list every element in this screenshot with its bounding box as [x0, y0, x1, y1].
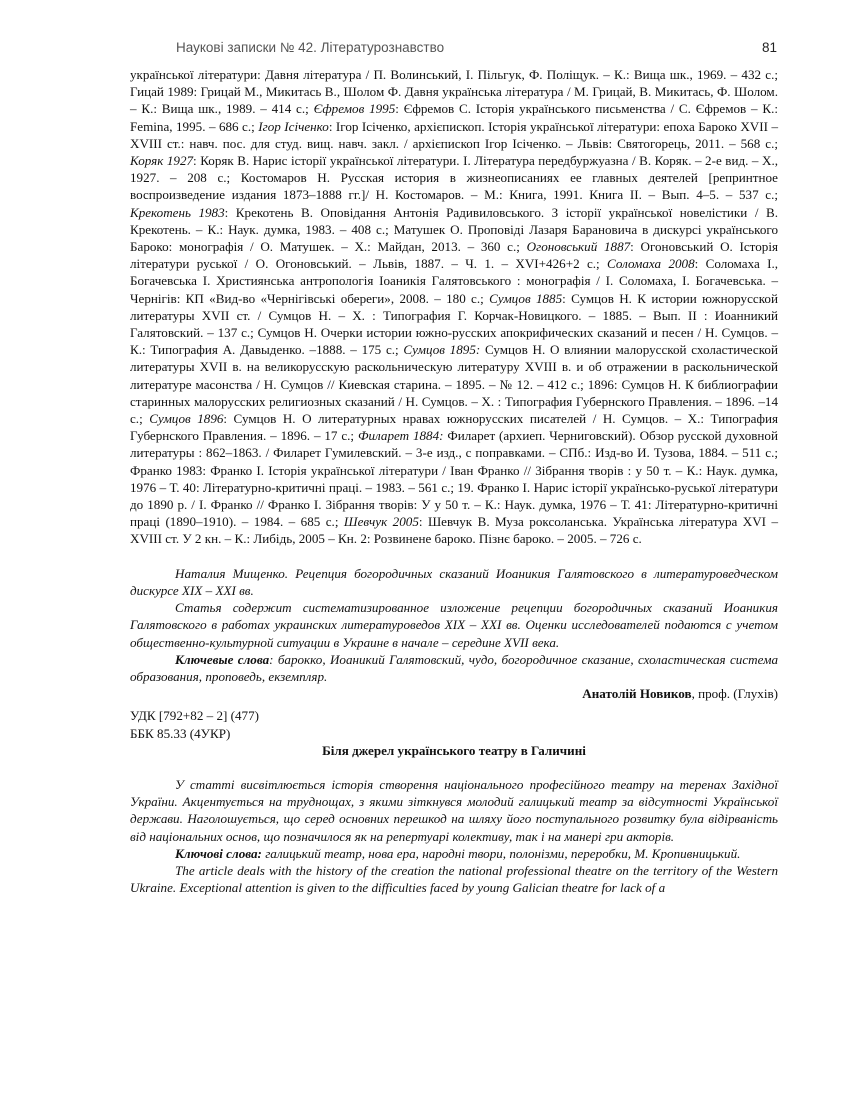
author-name: Анатолій Новиков — [582, 686, 692, 702]
reference-short-cite: Филарет 1884: — [357, 428, 444, 444]
running-head: Наукові записки № 42. Літературознавство — [176, 40, 445, 55]
ua-keywords-label: Ключові слова: — [175, 845, 262, 861]
reference-text: української літератури: Давня література / П. Волинський, І. Пільгук, Ф. Поліщук. – К.: Вища шк., 1969. – 432 с.; Гицай 1989: Грицай М., Микитась В., Шолом Ф. Давня українська література / М. Грицай, В. Микитась, Ф. Шолом. – К.: Вища шк., 1989. – 414 с.; — [130, 67, 778, 117]
reference-short-cite: Соломаха 2008 — [607, 256, 695, 272]
reference-text: : Соломаха І., Богачевська І. Християнська антропологія Іоаникія Галятовського : монографія / І. Соломаха, І. Богачевська. – Чернігів: КП «Вид-во «Чернігівські обереги», 2008. – 180 с.; — [130, 256, 779, 306]
article-title: Біля джерел українського театру в Галичині — [322, 742, 586, 758]
author-affiliation: , проф. (Глухів) — [691, 686, 778, 702]
reference-short-cite: Огоновський 1887 — [526, 239, 631, 255]
reference-text: : Огоновський О. Історія літератури руської / О. Огоновський. – Львів, 1887. – Ч. 1. – XVI+426+2 с.; — [130, 239, 778, 272]
russian-abstract — [130, 565, 778, 685]
bbk-code: ББК 85.33 (4УКР) — [130, 725, 231, 741]
ru-abstract-title: Наталия Мищенко. Рецепция богородичных сказаний Иоаникия Галятовского в литературоведческом дискурсе XIX – XXI вв. — [130, 565, 778, 598]
reference-short-cite: Шевчук 2005 — [343, 514, 419, 530]
author-line — [130, 685, 778, 702]
reference-short-cite: Крекотень 1983 — [130, 204, 225, 220]
reference-short-cite: Сумцов 1895: — [403, 342, 481, 358]
ua-keywords-text: галицький театр, нова ера, народні твори, полонізми, переробки, М. Кропивницький. — [261, 845, 741, 861]
reference-text: Филарет (архиеп. Черниговский). Обзор русской духовной литературы : 862–1863. / Филарет Гумилевский. – 3-е изд., с поправками. – СПб.: Изд-во И. Тузова, 1884. – 511 с.; Франко 1983: Франко І. Історія української літератури / Іван Франко // Зібрання творів : у 50 т. – К.: Наук. думка, 1976 – Т. 40: Літературно-критичні праці. – 1983. – 561 с.; 19. Франко І. Нарис історії українсько-руської літератури до 1890 р. / І. Франко // Франко І. Зібрання творів: У у 50 т. – К.: Наук. думка, 1976 – Т. 41: Літературно-критичні праці (1890–1910). – 1984. – 685 с.; — [130, 428, 778, 530]
reference-short-cite: Ігор Ісіченко — [258, 118, 329, 134]
ru-keywords — [130, 651, 778, 685]
reference-short-cite: Сумцов 1896 — [149, 411, 224, 427]
reference-short-cite: Коряк 1927 — [130, 153, 194, 169]
references-paragraph — [130, 66, 778, 548]
ua-keywords — [130, 845, 778, 862]
reference-text: : Крекотень В. Оповідання Антонія Радивиловського. З історії української новелістики / В. Крекотень. – К.: Наук. думка, 1983. – 408 с.; Матушек О. Проповіді Лазаря Барановича в дискурсі українського Бароко: монографія / О. Матушек. – Х.: Майдан, 2013. – 360 с.; — [130, 204, 778, 255]
reference-short-cite: Єфремов 1995 — [313, 101, 396, 117]
ukrainian-abstract — [130, 776, 778, 862]
reference-text: : Ігор Ісіченко, архієпископ. Історія української літератури: епоха Бароко XVII – XVIII ст.: навч. пос. для студ. вищ. навч. закл. / архієпископ Ігор Ісіченко. – Львів: Святогорець, 2011. – 568 с.; — [130, 118, 778, 151]
reference-text: : Сумцов Н. О литературных нравах южнорусских писателей / Н. Сумцов. – Х.: Типография Губернского Правления. – 1896. – 17 с.; — [130, 411, 778, 444]
reference-text: : Шевчук В. Муза роксоланська. Українська література XVI – XVIII ст. У 2 кн. – К.: Либідь, 2005 – Кн. 2: Розвинене бароко. Пізнє бароко. – 2005. – 726 с. — [130, 514, 778, 547]
reference-text: Сумцов Н. О влиянии малорусской схоластической литературы XVII в. на великорусскую раскольническую литературу XVIII в. и об отражении в раскольнической литературе масонства / Н. Сумцов // Киевская старина. – 1895. – № 12. – 412 с.; 1896: Сумцов Н. К библиографии старинных малорусских религиозных сказаний / Н. Сумцов. – Х. : Типография Губернского Правления. – 1896. –14 с.; — [130, 342, 778, 427]
ua-abstract-body: У статті висвітлюється історія створення національного професійного театру на теренах Західної України. Акцентується на труднощах, з якими зіткнувся молодий галицький театр за відсутності Української держави. Наголошується, що серед основних перешкод на шляху його поступального розвитку була відірваність від національних основ, що позначилося як на репертуарі колективу, так і на манері гри акторів. — [130, 776, 778, 844]
ru-keywords-label: Ключевые слова — [175, 651, 270, 667]
reference-text: : Сумцов Н. К истории южнорусской литературы XVII ст. / Сумцов Н. – Х. : Типография Г. Корчак-Новицкого. – 1885. – Вып. ІІ : Иоанникий Галятовский. – 137 с.; Сумцов Н. Очерки истории южно-русских апокрифических сказаний и песен / Н. Сумцов. – К.: Типография А. Давыденко. –1888. – 175 с.; — [130, 290, 778, 358]
udc-code: УДК [792+82 – 2] (477) — [130, 708, 259, 724]
reference-text: : Єфремов С. Історія українського письменства / С. Єфремов – К.: Femina, 1995. – 686 с.; — [130, 101, 779, 134]
reference-text: : Коряк В. Нарис історії української літератури. І. Література передбуржуазна / В. Коряк. – 2-е вид. – Х., 1927. – 208 с.; Костомаров Н. Русская история в жизнеописаниях ее главных деятелей [репринтное воспроизведение издания 1873–1888 гг.]/ Н. Костомаров. – М.: Книга, 1991. Книга ІІ. – Вып. 4–5. – 537 с.; — [130, 153, 778, 203]
reference-short-cite: Сумцов 1885 — [489, 290, 563, 306]
english-abstract: The article deals with the history of the creation the national professional theatre on the territory of the Western Ukraine. Exceptional attention is given to the difficulties faced by young Galician theatre for lack of a — [130, 862, 778, 896]
page-content — [130, 66, 778, 896]
ru-keywords-text: : барокко, Иоаникий Галятовский, чудо, богородичное сказание, схоластическая система образования, проповедь, екземпляр. — [130, 651, 778, 684]
ru-abstract-body: Статья содержит систематизированное изложение рецепции богородичных сказаний Иоаникия Галятовского в работах украинских литературоведов XIX – XXI вв. Оценки исследователей подаются с учетом общественно-культурной ситуации в Украине в начале – середине XVII века. — [130, 600, 778, 650]
page-number: 81 — [762, 40, 778, 55]
